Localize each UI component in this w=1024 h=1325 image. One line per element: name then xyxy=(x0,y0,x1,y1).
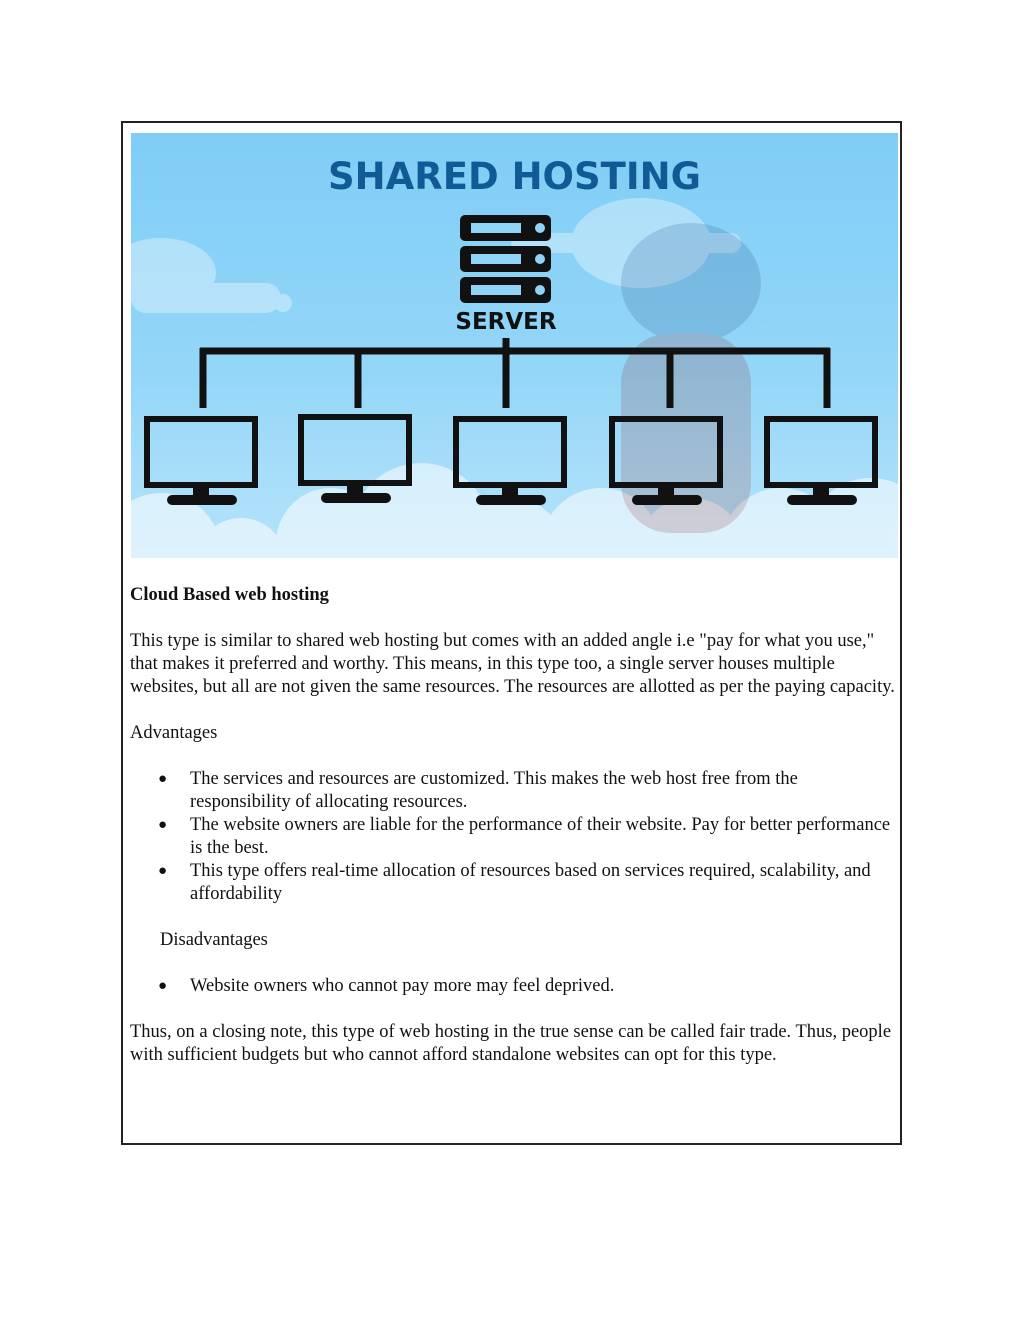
bullet-icon: ● xyxy=(158,771,168,787)
intro-paragraph: This type is similar to shared web hosting but comes with an added angle i.e "pay for what you use," that makes it preferred and worthy. This means, in this type too, a single server houses multiple websites, but all are not given the same resources. The resources are allotted as per the paying capacity. xyxy=(130,631,895,697)
bullet-icon: ● xyxy=(158,817,168,833)
section-heading: Cloud Based web hosting xyxy=(130,585,329,605)
conclusion-paragraph: Thus, on a closing note, this type of web hosting in the true sense can be called fair trade. Thus, people with sufficient budgets but who cannot afford standalone websites can opt for this type. xyxy=(130,1022,892,1065)
bullet-icon: ● xyxy=(158,978,168,994)
cloud-bottom xyxy=(131,463,898,558)
article-body xyxy=(130,584,900,1067)
shared-hosting-illustration xyxy=(131,133,898,558)
server-label: SERVER xyxy=(455,309,557,335)
disadvantages-heading: Disadvantages xyxy=(160,930,268,950)
list-item: ● The website owners are liable for the performance of their website. Pay for better performance is the best. xyxy=(158,815,891,858)
banner-title: SHARED HOSTING xyxy=(327,155,702,198)
advantages-list xyxy=(130,768,900,906)
monitor-icon xyxy=(147,419,255,505)
advantages-heading: Advantages xyxy=(130,723,218,743)
list-item: ● This type offers real-time allocation of resources based on services required, scalability, and affordability xyxy=(158,861,871,904)
server-icon xyxy=(460,215,551,303)
list-item: ● Website owners who cannot pay more may feel deprived. xyxy=(158,976,615,996)
list-item: ● The services and resources are customized. This makes the web host free from the responsibility of allocating resources. xyxy=(158,769,798,812)
bullet-icon: ● xyxy=(158,863,168,879)
disadvantages-list xyxy=(130,975,900,998)
